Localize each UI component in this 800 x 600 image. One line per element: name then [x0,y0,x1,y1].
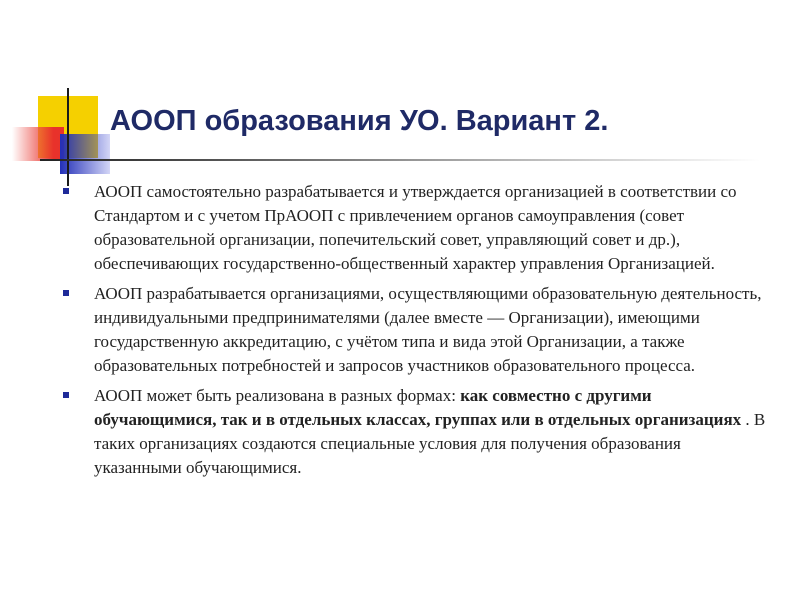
decor-red-square [12,127,64,161]
bullet-text: АООП самостоятельно разрабатывается и утверждается организацией в соответствии со Стандартом и с учетом ПрАООП с привлечением органов самоуправления (совет образовательной организации, попечительский совет, управляющий совет и др.), обеспечивающих государственно-общественный характер управления Организацией. [94,182,737,273]
title-underline [40,159,760,161]
slide-title: АООП образования УО. Вариант 2. [110,105,609,137]
bullet-text-bold: как совместно с другими обучающимися, так и в отдельных классах, группах или в отдельных организациях [94,386,742,429]
bullet-text: АООП разрабатывается организациями, осуществляющими образовательную деятельность, индивидуальными предпринимателями (далее вместе — Организации), имеющими государственную аккредитацию, с учётом типа и вида этой Организации, а также образовательных потребностей и запросов участников образовательного процесса. [94,284,762,375]
bullet-item [60,282,770,378]
bullet-text-after: . В таких организациях создаются специальные условия для получения образования указанными обучающимися. [94,410,766,477]
bullet-square-icon [63,290,69,296]
bullet-item [60,180,770,276]
slide-content [60,180,770,486]
bullet-square-icon [63,392,69,398]
bullet-item [60,384,770,480]
bullet-text-before: АООП может быть реализована в разных формах: [94,386,461,405]
decor-vertical-line [67,88,69,186]
bullet-square-icon [63,188,69,194]
